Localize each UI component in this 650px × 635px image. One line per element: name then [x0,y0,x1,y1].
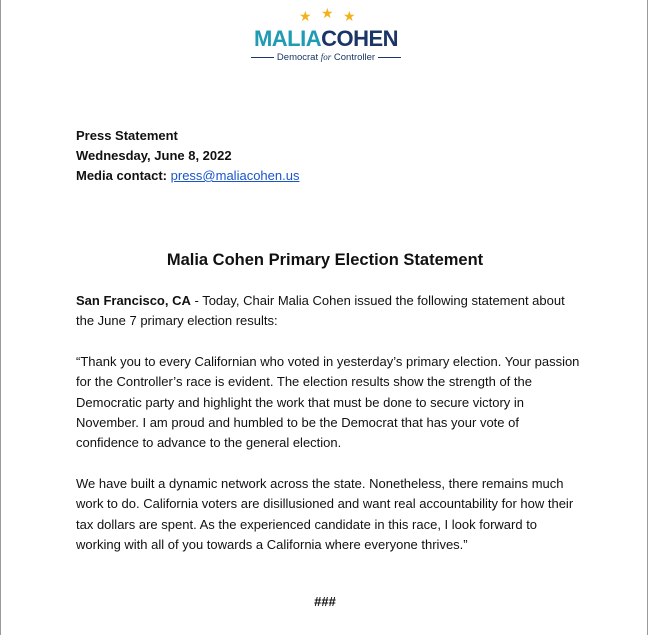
quote-line: confidence to advance to the general election. [76,435,342,451]
logo-tagline-for: for [320,51,332,62]
media-contact-email-link[interactable]: press@maliacohen.us [170,168,300,183]
star-icon: ★ [299,8,312,24]
star-icon: ★ [343,8,356,24]
media-contact [76,168,299,184]
logo-last-name: COHEN [321,26,399,51]
logo-stars [299,6,359,26]
intro-line: the June 7 primary election results: [76,313,278,329]
intro-line-rest: - Today, Chair Malia Cohen issued the following statement about [190,293,565,308]
statement-date: Wednesday, June 8, 2022 [76,148,232,163]
media-contact-label: Media contact: [76,168,168,183]
closing-line: work to do. California voters are disillusioned and want real accountability for how their [76,496,574,512]
campaign-logo [251,6,401,62]
closing-paragraph [76,474,576,555]
quote-line: “Thank you to every Californian who voted in yesterday’s primary election. Your passion [76,354,580,369]
quote-line: November. I am proud and humbled to be the Democrat that has your vote of [76,414,519,430]
statement-type: Press Statement [76,128,178,143]
statement-title: Malia Cohen Primary Election Statement [166,251,484,269]
dateline: San Francisco, CA [76,293,191,308]
quote-paragraph [76,352,580,453]
closing-line: We have built a dynamic network across the state. Nonetheless, there remains much [76,476,564,491]
end-of-release-mark: ### [314,594,336,609]
quote-line: Democratic party and highlight the work that must be done to secure victory in [76,394,524,410]
logo-tagline-post: Controller [333,51,376,63]
intro-paragraph [76,291,576,332]
closing-line: tax dollars are spent. As the experienced candidate in this race, I look forward to [76,516,538,532]
logo-rule-left [251,57,274,58]
quote-line: for the Controller’s race is evident. The election results show the strength of the [76,374,532,390]
logo-tagline-pre: Democrat [276,51,319,63]
logo-tagline [251,51,401,63]
star-icon: ★ [321,5,334,21]
logo-first-name: MALIA [253,26,322,51]
closing-line: working with all of you towards a California where everyone thrives.” [76,536,468,552]
logo-wordmark [251,27,401,51]
logo-rule-right [378,57,401,58]
intro-line [76,291,576,311]
